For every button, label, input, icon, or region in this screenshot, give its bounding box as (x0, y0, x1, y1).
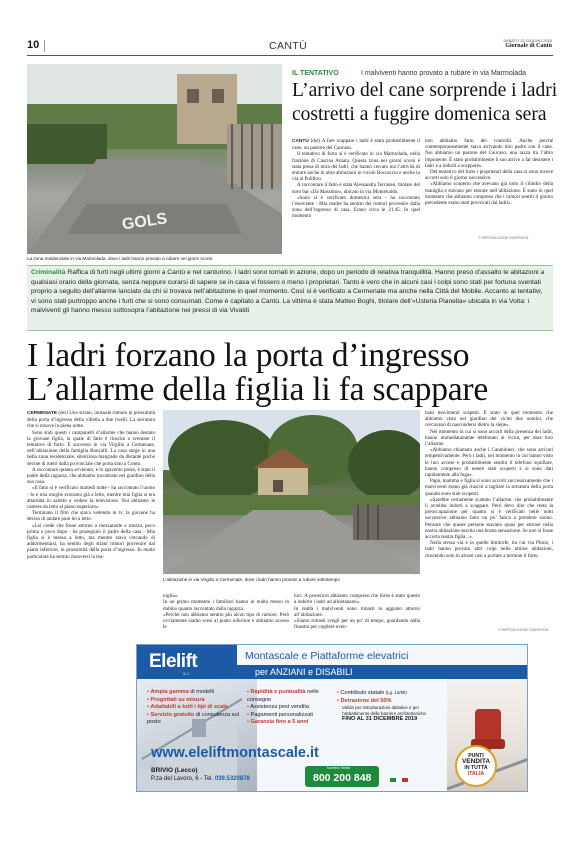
ad-feature: • Detrazione del 50% Valida per ristrutturazioni abitative e per l’abbattimento delle barriere architettoniche. (337, 697, 428, 716)
dateline-city: CERMENATE (27, 411, 58, 416)
paragraph: «Sono sì è verificato domenica sera - ha raccontato l’esercente - Mia madre ha sentito dei rumori provenire dalla zona dell’ingresso di casa. Erano circa le 21.45. In quel momento (292, 194, 420, 220)
sales-points-text: PUNTI VENDITA IN TUTTA ITALIA (461, 753, 491, 777)
main-headline-line-2: L’allarme della figlia li fa scappare (27, 371, 489, 408)
paragraph: Nella stessa via e in quelle limitrofe, tra cui via Plinio, i ladri hanno provato altri colpi nelle ultime abitazioni, riuscendo solo in alcuni casi a portare a termine il furto. (425, 540, 553, 559)
header-rule (27, 55, 553, 56)
paragraph: A raccontare quanto avvenuto, e lo spavento preso, è stato il padre della ragazza, che abbiamo incontrato nel giardino della sua casa. (27, 466, 155, 486)
ad-address: P.za del Lavoro, 6 - Tel. 039.5320876 (151, 776, 250, 782)
ad-local-phone: 039.5320876 (214, 776, 250, 782)
photo-via-virgilio (163, 410, 420, 574)
ad-feature: • Pagamenti personalizzati (247, 711, 314, 718)
article-column (292, 138, 420, 246)
page-number: 10 (27, 39, 40, 51)
brief-label: Criminalità (31, 269, 66, 276)
newspaper-name: Giornale di Cantù (505, 43, 552, 49)
article-column (425, 138, 553, 234)
paragraph: Del tentativo del furto i proprietari della casa si sono invece accorti solo il giorno successivo. (425, 169, 553, 182)
ad-feature: • Assistenza post vendita (247, 704, 309, 711)
article-column (294, 587, 420, 633)
paragraph: «Abbiamo chiamato anche i Carabinieri, che sono arrivati tempestivamente. Però i ladri, nel momento in cui hanno visto le luci accese e probabilmente sentito il telefono squillare, hanno compreso di essere stati scoperti e si sono dati rapidamente alla fuga». (425, 447, 553, 479)
article-column (27, 410, 155, 632)
ad-city: BRIVIO (Lecco) (151, 767, 198, 774)
ad-feature: • Rapidità e puntualità nelle consegne (247, 689, 319, 703)
ad-features-list (147, 689, 243, 727)
paragraph: Il tentativo di furto si è verificato in via Marmolada, nella frazione di Cascina Amata. Questa zona nei giorni scorsi è stata presa di mira dei ladri, che hanno cercato ma l’attività di entrare anche in altre abitazioni in vicolo Boccaccio e anche in via al Pollikro. (292, 151, 420, 183)
photo-caption: La zona residenziale in via Marmolada, dove i ladri hanno provato a rubare nei giorni scorsi (27, 256, 213, 261)
ad-subtitle: per ANZIANI e DISABILI (255, 667, 353, 677)
ad-feature: FINO AL 31 DICEMBRE 2019 (342, 716, 418, 723)
headline-line-2: costretti a fuggire domenica sera (292, 104, 547, 125)
paragraph: «Lei crede che fosse attorno a mezzanotte e mezza, poco prima o poco dopo - ha proseguito il padre della casa - Mia figlia si è messa a letto, ma mentre stava cercando di addormentarsi, ha sentito degli strani rumori provenire dal piano inferiore, in prossimità della porta d’ingresso. In modo particolare ha sentito muoversi la ma- (27, 522, 155, 560)
section-title: CANTÙ (269, 40, 308, 52)
dateline-city: CANTÙ (292, 139, 309, 144)
paragraph: Nel momento in cui si sono accorti della presenza dei ladri, hanno immediatamente telefonato ai vicini, per dare loro l’allarme. (425, 428, 553, 448)
issue-date: SABATO 22 GIUGNO 2019 (503, 38, 552, 43)
brief-text: Raffica di furti negli ultimi giorni a Cantù e nel canturino. I ladri sono tornati in azione, dopo un periodo di relativa tranquillità. Hanno preso d’assalto le abitazioni a qualsiasi orario della giornata, senza neppure curarsi di sapere se in casa vi fossero o meno i proprietari. Tanto è vero che in alcuni casi i colpi sono stati per fortuna sventati proprio a seguito dell’allarme lanciato da chi si trovava nell’abitazione in quel momento. Così si è verificato a Cermenate ma anche nella Città del Mobile. Accanto ai tentativi, vi sono stati purtroppo anche i furti che si sono consumati. Come è capitato a Cantù. La vittima è stata Matteo Boghi, titolare dell’«Usteria Pianella» ubicata in via Volta: i malviventi gli hanno messo sottosopra l’abitazione nei pressi di via Vivaldi (31, 269, 545, 315)
toll-free-number[interactable]: 800 200 848 (313, 772, 372, 784)
paragraph: (dsr) A fare scappare i ladri è stato probabilmente il cane, un pastore del Caucaso. (292, 138, 420, 152)
elelift-advertisement[interactable] (136, 644, 528, 792)
paragraph: Terminato il film che stava vedendo in tv, la giovane ha deciso di andare pure lei a letto. (27, 510, 155, 523)
paragraph: Sono stati questi i campanelli d’allarme che hanno destato la giovane figlia, la quale di fatto è riuscita a sventare il tentativo di furto. È successo in via Virgilio a Cermenate, nell’abitazione della famiglia Roncalli. La casa sorge in una bella zona residenziale, silenziosa malgrado da distante poche decine di metri dalla provinciale che porta sino a Como. (27, 429, 155, 467)
ad-feature: • Servizio gratuito di consulenza sul posto (147, 711, 239, 726)
toll-free-label: Numero Verde (327, 766, 351, 770)
headline-line-1: L’arrivo del cane sorprende i ladri (292, 80, 558, 101)
paragraph: A raccontare il fatto è stata Alessandra Terraneo, titolare del noto bar «Da Massimo», ubicato in via Montebaldo. (292, 182, 420, 195)
elelift-logo: Elelift (149, 651, 198, 672)
paragraph: (dsr) Uno strano, inusuale rumore in prossimità della porta d’ingresso della villetta a due livelli. La serratura che si muove in piena notte. (27, 410, 155, 430)
ad-feature: • Garanzia fino a 5 anni (247, 719, 309, 726)
paragraph: niglia». In un primo momento i familiari hanno in realtà messo in dubbio quanto raccontato dalla ragazza. «Perché non abbiamo sentito più alcun tipo di rumore. Però ovviamente siamo scesi al piano inferiore e abbiamo acceso le (163, 593, 289, 631)
ad-services-list (247, 689, 333, 727)
ad-website-link[interactable]: www.eleliftmontascale.it (151, 745, 319, 761)
logo-suffix: S.r.l. (183, 672, 191, 676)
photo-caption: L’abitazione in via Virgilio a Cermenate, dove i ladri hanno provato a rubare sottotempo (163, 577, 340, 582)
ad-feature: • Ampia gamma di modelli (147, 689, 214, 695)
ad-feature: • Progettati su misura (147, 696, 205, 703)
ad-title: Montascale e Piattaforme elevatrici (245, 650, 409, 662)
article-column (425, 410, 553, 626)
paragraph: «Abbiamo scoperto che avevano già tolto il cilindro della maniglia e stavano per entrare nell’abitazione. È stato in quel momento che abbiamo compreso che i rumori sentiti il giorno precedente erano stati provocati dai ladri». (425, 181, 553, 207)
paragraph: tuali movimenti sospetti. È stato in quel momento che abbiamo visto nel giardino dei vicini due uomini, che cercavano di nascondersi dietro la siepe». (425, 410, 553, 429)
copyright-credit: © RIPRODUZIONE RISERVATA (498, 628, 549, 632)
kicker-text: I malviventi hanno provato a rubare in via Marmolada (361, 70, 526, 77)
italian-flag-icon (390, 778, 408, 782)
crime-brief-box (27, 265, 553, 331)
paragraph: «Il fatto si è verificato martedì notte - ha raccontato l’uomo - Io e mia moglie eravamo già a letto, mentre mia figlia si era attardata in salotto a vedere la televisione. Noi abbiamo le camere da letto al piano superiore». (27, 485, 155, 511)
paragraph: non abbiamo fatto dei controlli. Anche perché contemporaneamente stava arrivando mio padre con il cane. Noi abbiamo un pastore del Caucaso, una razza tra l’altro imponente. È stato probabilmente il suo arrivo a far desistere i ladri e a indurli a scappare». (425, 138, 553, 169)
header-divider (44, 40, 45, 52)
road-marking-text: GOLS (120, 210, 169, 234)
paragraph: Papà, mamma e figlia si sono accorti successivamente che i malviventi erano già riusciti a tagliare la serratura della porta quando sono stati scoperti. (425, 478, 553, 497)
house-photo-illustration (163, 410, 420, 574)
photo-via-marmolada (27, 64, 282, 254)
paragraph: luci. A posteriori abbiamo compreso che forse è stato questo a indurre i ladri ad allontanarsi». In realtà i malviventi sono rimasti in agguato attorno all’abitazione. «Siamo rimasti svegli per un po’ di tempo, guardando dalla finestra per cogliere even- (294, 593, 420, 631)
main-headline-line-1: I ladri forzano la porta d’ingresso (27, 337, 470, 374)
ad-feature: • Adattabili a tutti i tipi di scale (147, 704, 228, 711)
copyright-credit: © RIPRODUZIONE RISERVATA (478, 236, 529, 240)
kicker-label: IL TENTATIVO (292, 70, 339, 77)
ad-incentives-list (337, 689, 447, 724)
ad-feature: • Contributo statale (Lg. 13/89) (337, 690, 407, 696)
paragraph: «Sarebbe certamente scattato l’allarme, che probabilmente li avrebbe indotti a scappare. Però devo dire che resta la preoccupazione per quanto si è verificato nelle notti successive abbiamo fatto un po’ fatica a prendere sonno. Pensare che queste persone stavano quasi per entrare nella nostra abitazione suscita una brutta sensazione. Se non si fosse accorta nostra figlia...». (425, 496, 553, 541)
street-photo-illustration (27, 64, 282, 254)
article-column (163, 587, 289, 633)
